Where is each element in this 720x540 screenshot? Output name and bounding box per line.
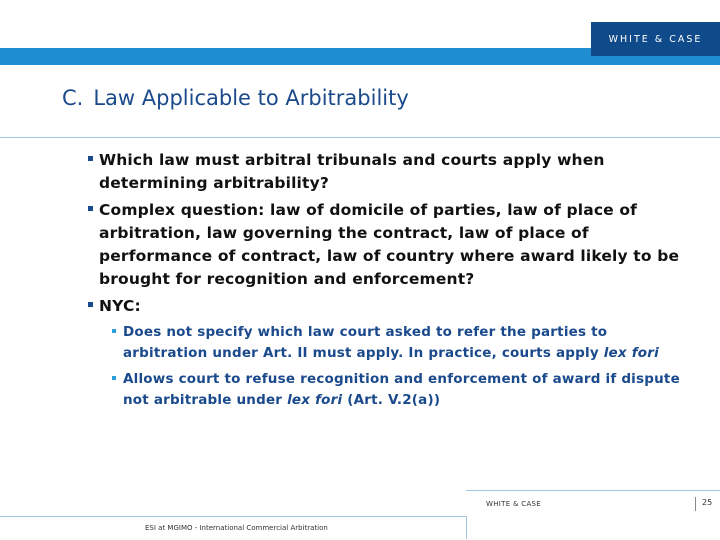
square-bullet-icon xyxy=(88,206,93,211)
sub-bullet-italic: lex fori xyxy=(603,345,659,361)
title-number: C. xyxy=(62,86,84,110)
bullet-text: NYC: xyxy=(99,297,141,315)
square-bullet-icon xyxy=(112,376,116,380)
bullet-text: Which law must arbitral tribunals and courts apply when determining arbitrability? xyxy=(99,151,605,192)
page-number: 25 xyxy=(702,498,713,507)
slide-title xyxy=(62,86,409,110)
square-bullet-icon xyxy=(88,156,93,161)
sub-bullet-item xyxy=(112,369,688,411)
logo-text: WHITE & CASE xyxy=(608,33,703,45)
sub-bullet-list xyxy=(112,322,688,411)
sub-bullet-italic: lex fori xyxy=(287,392,343,408)
bullet-item xyxy=(88,149,688,195)
bullet-item xyxy=(88,295,688,318)
sub-bullet-text: Allows court to refuse recognition and enforcement of award if dispute not arbitrable under xyxy=(123,371,680,408)
footer-divider-top xyxy=(466,490,720,491)
sub-bullet-text-after: (Art. V.2(a)) xyxy=(342,392,441,408)
sub-bullet-text: Does not specify which law court asked to refer the parties to arbitration under Art. II must apply. In practice, courts apply xyxy=(123,324,608,361)
square-bullet-icon xyxy=(88,302,93,307)
slide-content xyxy=(88,149,688,416)
white-case-logo xyxy=(591,22,720,56)
title-divider xyxy=(0,137,720,138)
footer-brand: WHITE & CASE xyxy=(486,500,541,508)
square-bullet-icon xyxy=(112,329,116,333)
footer-vertical-divider xyxy=(695,497,696,511)
bullet-item xyxy=(88,199,688,291)
title-text: Law Applicable to Arbitrability xyxy=(93,86,409,110)
bullet-text: Complex question: law of domicile of parties, law of place of arbitration, law governing the contract, law of place of performance of contract, law of country where award likely to be brought for recognition and enforcement? xyxy=(99,201,680,288)
footer-course-text: ESI at MGIMO - International Commercial Arbitration xyxy=(145,524,328,532)
sub-bullet-item xyxy=(112,322,688,364)
